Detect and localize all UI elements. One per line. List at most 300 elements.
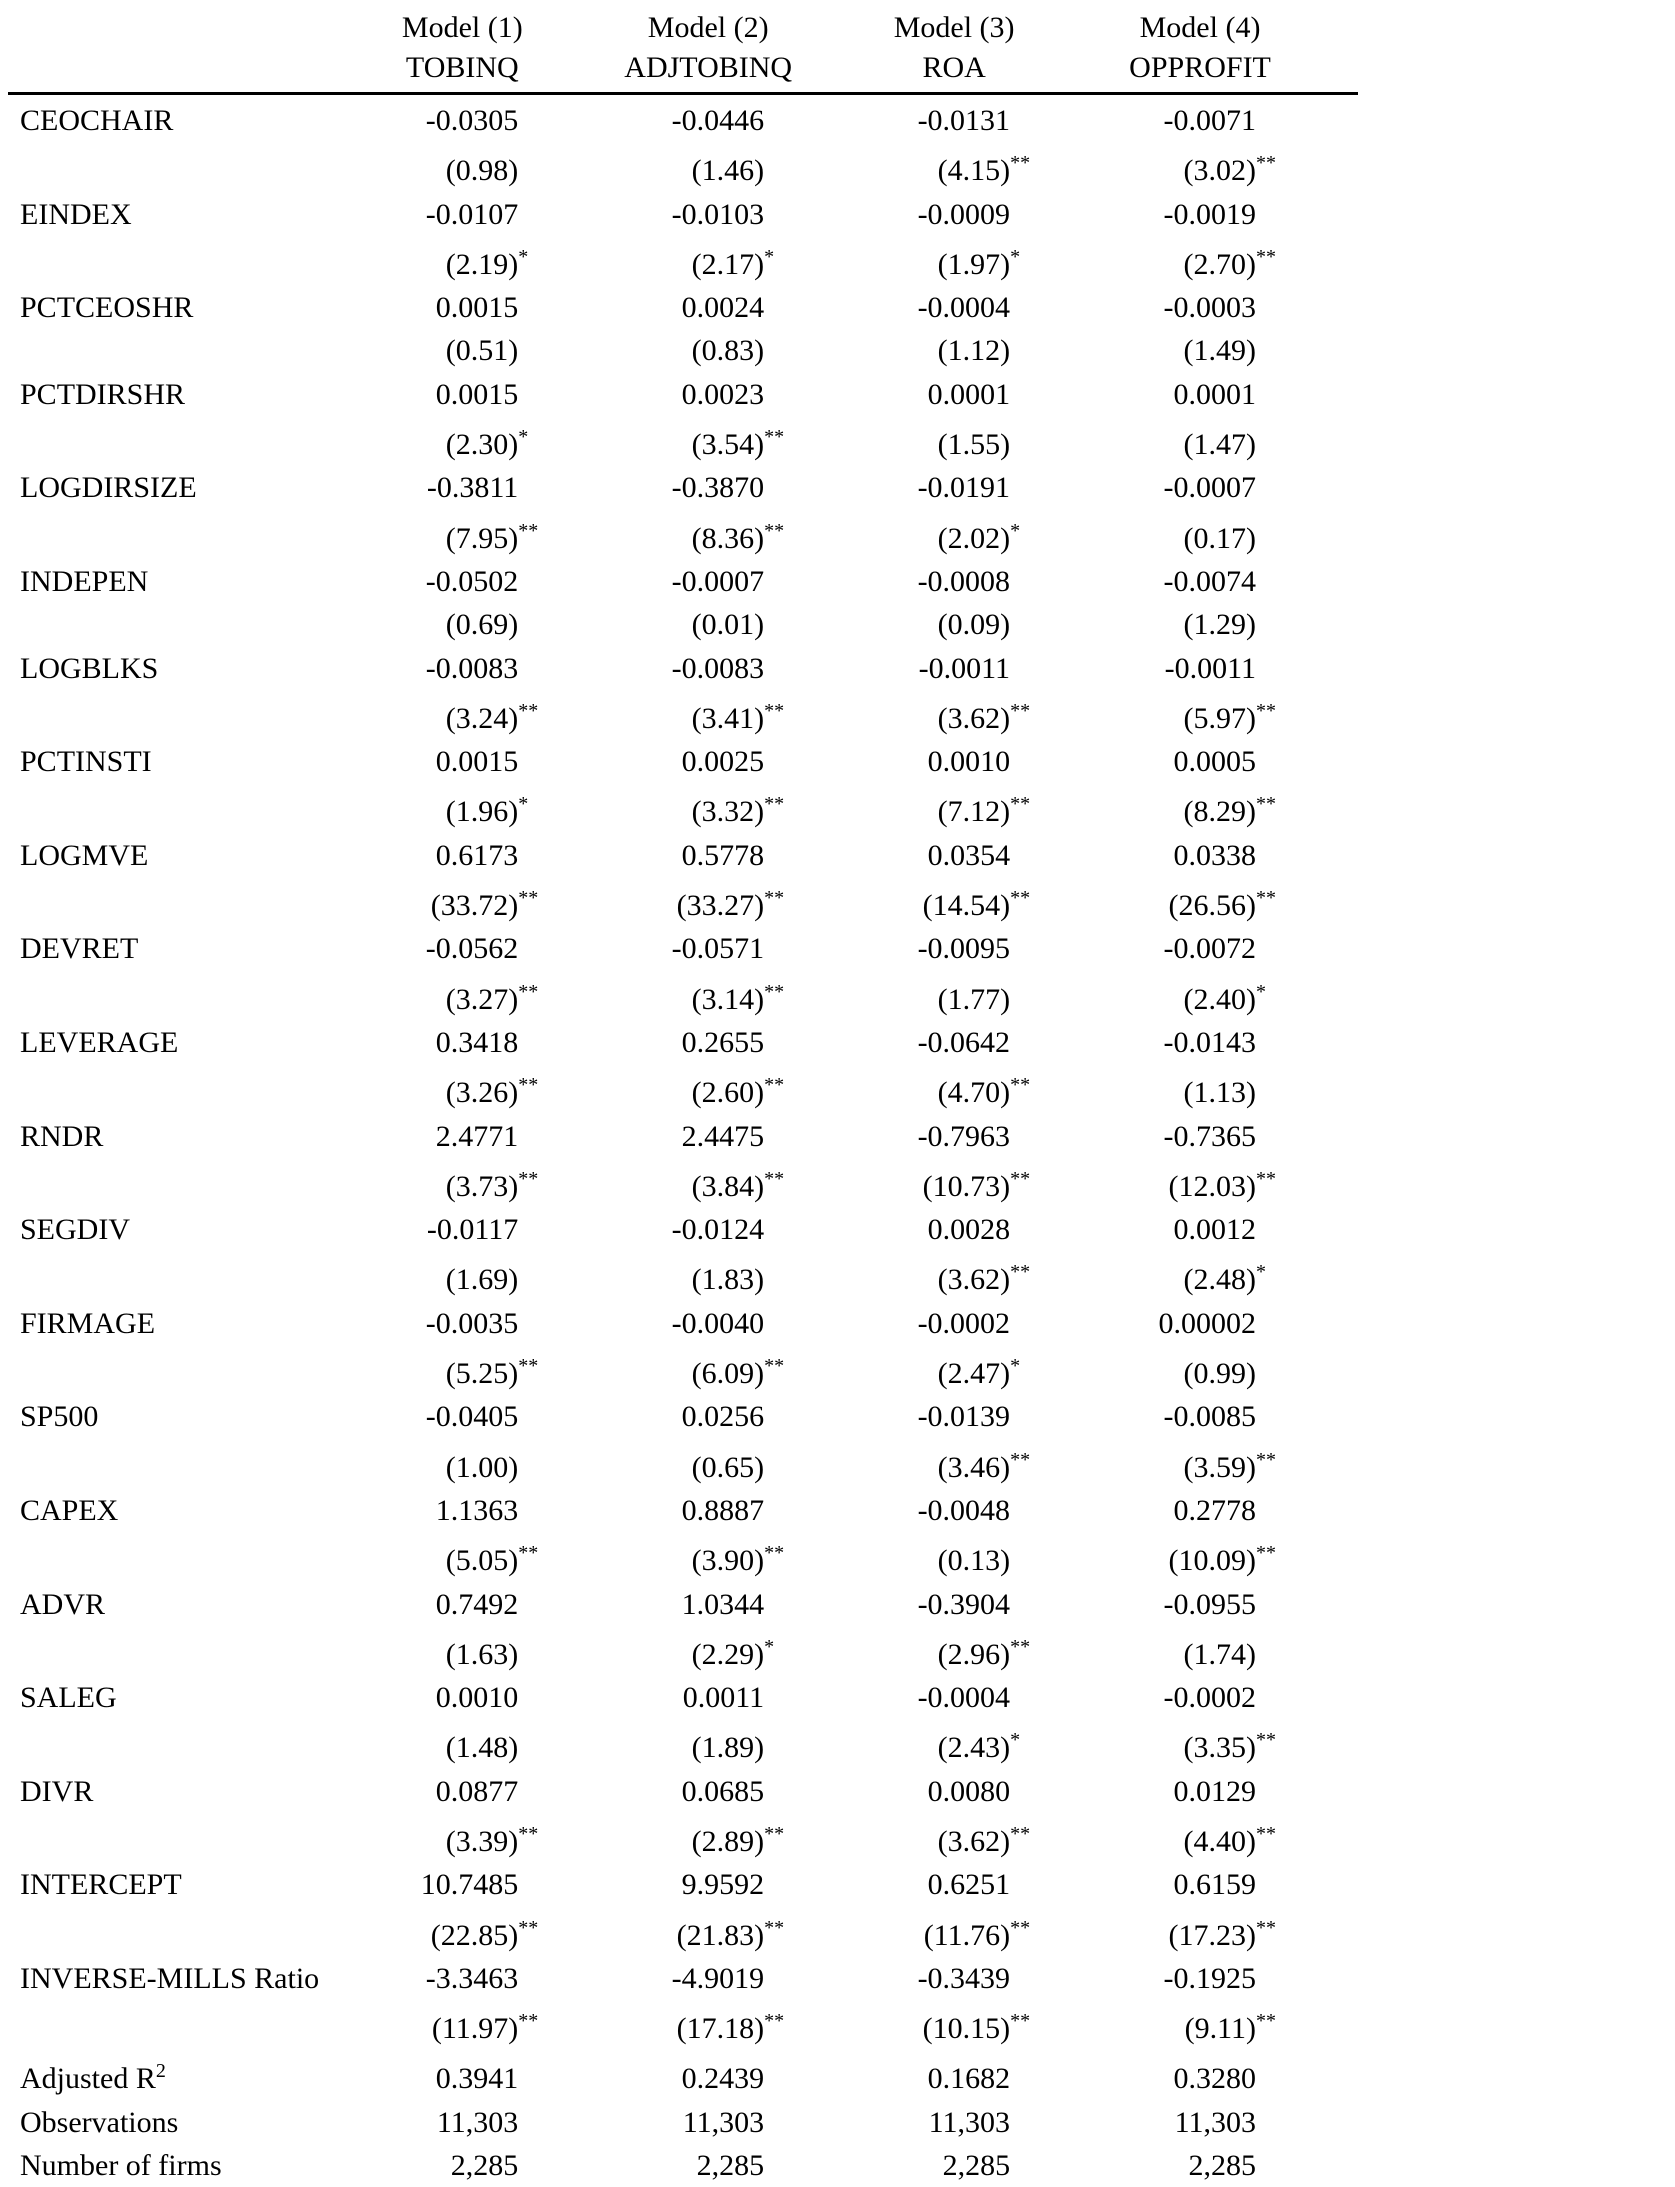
stat-value: 2,285	[374, 2144, 620, 2187]
tstat-text: (3.24)	[446, 702, 518, 735]
tstat-text: (9.11)	[1185, 2012, 1256, 2045]
coefficient-row	[8, 1208, 1358, 1251]
coefficient-value: -0.0502	[374, 560, 620, 603]
coefficient-value: -0.0095	[866, 927, 1112, 970]
stat-value: 0.2439	[620, 2050, 866, 2100]
coefficient-value: 0.0011	[620, 1676, 866, 1719]
coefficient-value: -0.3870	[620, 466, 866, 509]
tstat-text: (4.40)	[1184, 1825, 1256, 1858]
variable-name: INDEPEN	[8, 560, 374, 603]
coefficient-row	[8, 1302, 1358, 1345]
tstat-text: (5.97)	[1184, 702, 1256, 735]
coefficient-value: 0.00002	[1112, 1302, 1358, 1345]
tstat-text: (3.62)	[938, 1263, 1010, 1296]
stat-value: 2,285	[1112, 2144, 1358, 2187]
coefficient-value: -4.9019	[620, 1957, 866, 2000]
tstat-text: (11.97)	[432, 2012, 518, 2045]
tstat-text: (4.70)	[938, 1076, 1010, 1109]
tstat-text: (10.09)	[1169, 1544, 1256, 1577]
tstat-value: (14.54)**	[866, 877, 1112, 927]
coefficient-value: -0.0071	[1112, 94, 1358, 143]
tstat-value: (3.32)**	[620, 783, 866, 833]
coefficient-value: 0.0015	[374, 740, 620, 783]
tstat-row	[8, 877, 1358, 927]
tstat-row	[8, 1439, 1358, 1489]
tstat-value: (3.14)**	[620, 971, 866, 1021]
coefficient-value: 0.6159	[1112, 1863, 1358, 1906]
tstat-text: (0.99)	[1184, 1357, 1256, 1390]
tstat-text: (3.02)	[1184, 154, 1256, 187]
tstat-value: (11.76)**	[866, 1907, 1112, 1957]
coefficient-value: -0.0007	[1112, 466, 1358, 509]
tstat-text: (3.62)	[938, 702, 1010, 735]
coefficient-value: 9.9592	[620, 1863, 866, 1906]
tstat-text: (1.48)	[446, 1731, 518, 1764]
tstat-value: (2.02)*	[866, 510, 1112, 560]
coefficient-row	[8, 1115, 1358, 1158]
tstat-text: (1.55)	[938, 428, 1010, 461]
tstat-text: (0.17)	[1184, 522, 1256, 555]
tstat-row	[8, 783, 1358, 833]
coefficient-row	[8, 834, 1358, 877]
tstat-text: (1.49)	[1184, 334, 1256, 367]
tstat-value	[620, 329, 866, 372]
tstat-text: (22.85)	[431, 1919, 518, 1952]
tstat-value: (3.62)**	[866, 1251, 1112, 1301]
coefficient-value: 0.2655	[620, 1021, 866, 1064]
coefficient-value: 0.0010	[374, 1676, 620, 1719]
tstat-row	[8, 603, 1358, 646]
tstat-value	[620, 1719, 866, 1769]
coefficient-value: 2.4475	[620, 1115, 866, 1158]
coefficient-row	[8, 94, 1358, 143]
empty-cell	[8, 1064, 374, 1114]
empty-cell	[8, 1158, 374, 1208]
tstat-value	[866, 416, 1112, 466]
coefficient-value: -0.0107	[374, 193, 620, 236]
model-4-label: Model (4)	[1140, 9, 1261, 47]
tstat-text: (8.36)	[692, 522, 764, 555]
tstat-value: (2.29)*	[620, 1626, 866, 1676]
coefficient-value: 0.6173	[374, 834, 620, 877]
empty-cell	[8, 1907, 374, 1957]
coefficient-value: -0.0003	[1112, 286, 1358, 329]
coefficient-value: 0.0001	[1112, 373, 1358, 416]
tstat-text: (10.15)	[923, 2012, 1010, 2045]
variable-name: PCTINSTI	[8, 740, 374, 783]
coefficient-value: -0.3904	[866, 1583, 1112, 1626]
empty-cell	[8, 142, 374, 192]
model-number-row	[8, 8, 1358, 48]
coefficient-value: 1.1363	[374, 1489, 620, 1532]
variable-name: LOGBLKS	[8, 647, 374, 690]
coefficient-value: -3.3463	[374, 1957, 620, 2000]
variable-name: LEVERAGE	[8, 1021, 374, 1064]
empty-cell	[8, 1532, 374, 1582]
tstat-text: (3.90)	[692, 1544, 764, 1577]
model-4-dv-cell	[1112, 48, 1358, 94]
tstat-row	[8, 2000, 1358, 2050]
tstat-row	[8, 1345, 1358, 1395]
coefficient-value: -0.0002	[1112, 1676, 1358, 1719]
coefficient-value: 0.0338	[1112, 834, 1358, 877]
tstat-value: (6.09)**	[620, 1345, 866, 1395]
coefficient-value: 0.0023	[620, 373, 866, 416]
coefficient-value: -0.0642	[866, 1021, 1112, 1064]
coefficient-value: -0.0035	[374, 1302, 620, 1345]
tstat-text: (11.76)	[924, 1919, 1010, 1952]
tstat-value: (7.12)**	[866, 783, 1112, 833]
tstat-value: (33.72)**	[374, 877, 620, 927]
coefficient-value: 0.0024	[620, 286, 866, 329]
coefficient-value: -0.0074	[1112, 560, 1358, 603]
tstat-text: (7.12)	[938, 795, 1010, 828]
tstat-row	[8, 1907, 1358, 1957]
summary-stat-row	[8, 2050, 1358, 2100]
coefficient-row	[8, 647, 1358, 690]
stat-value: 11,303	[866, 2101, 1112, 2144]
coefficient-value: -0.0007	[620, 560, 866, 603]
stat-value: 0.3280	[1112, 2050, 1358, 2100]
coefficient-value: 2.4771	[374, 1115, 620, 1158]
tstat-text: (2.30)	[446, 428, 518, 461]
tstat-value: (2.48)*	[1112, 1251, 1358, 1301]
tstat-value: (12.03)**	[1112, 1158, 1358, 1208]
tstat-value: (9.11)**	[1112, 2000, 1358, 2050]
coefficient-row	[8, 1021, 1358, 1064]
empty-cell	[8, 1439, 374, 1489]
tstat-value: (2.43)*	[866, 1719, 1112, 1769]
coefficient-row	[8, 1770, 1358, 1813]
coefficient-value: -0.0004	[866, 1676, 1112, 1719]
coefficient-value: 0.0256	[620, 1395, 866, 1438]
summary-stat-row	[8, 2101, 1358, 2144]
tstat-value	[866, 1532, 1112, 1582]
tstat-text: (26.56)	[1169, 889, 1256, 922]
coefficient-value: -0.0002	[866, 1302, 1112, 1345]
variable-name: INVERSE-MILLS Ratio	[8, 1957, 374, 2000]
tstat-value: (1.97)*	[866, 236, 1112, 286]
coefficient-row	[8, 1676, 1358, 1719]
tstat-value: (3.02)**	[1112, 142, 1358, 192]
coefficient-value: 1.0344	[620, 1583, 866, 1626]
tstat-value: (3.24)**	[374, 690, 620, 740]
tstat-value: (10.09)**	[1112, 1532, 1358, 1582]
tstat-value: (5.05)**	[374, 1532, 620, 1582]
tstat-text: (1.00)	[446, 1451, 518, 1484]
tstat-value: (2.19)*	[374, 236, 620, 286]
variable-name: LOGDIRSIZE	[8, 466, 374, 509]
coefficient-value: 0.6251	[866, 1863, 1112, 1906]
variable-name: FIRMAGE	[8, 1302, 374, 1345]
tstat-value: (3.90)**	[620, 1532, 866, 1582]
tstat-row	[8, 1532, 1358, 1582]
tstat-text: (12.03)	[1169, 1170, 1256, 1203]
tstat-value: (3.62)**	[866, 1813, 1112, 1863]
tstat-value	[866, 971, 1112, 1021]
tstat-value: (10.15)**	[866, 2000, 1112, 2050]
coefficient-row	[8, 1957, 1358, 2000]
coefficient-value: 0.0012	[1112, 1208, 1358, 1251]
tstat-text: (1.97)	[938, 248, 1010, 281]
variable-name: SALEG	[8, 1676, 374, 1719]
coefficient-value: -0.0083	[620, 647, 866, 690]
header-spacer	[8, 48, 374, 94]
tstat-text: (3.84)	[692, 1170, 764, 1203]
table-body	[8, 94, 1358, 2187]
tstat-value	[374, 329, 620, 372]
tstat-value: (21.83)**	[620, 1907, 866, 1957]
tstat-value: (3.62)**	[866, 690, 1112, 740]
tstat-text: (1.83)	[692, 1263, 764, 1296]
tstat-text: (1.29)	[1184, 608, 1256, 641]
tstat-text: (2.70)	[1184, 248, 1256, 281]
tstat-value: (2.30)*	[374, 416, 620, 466]
variable-name: LOGMVE	[8, 834, 374, 877]
coefficient-value: -0.7365	[1112, 1115, 1358, 1158]
stat-value: 11,303	[1112, 2101, 1358, 2144]
tstat-value: (3.73)**	[374, 1158, 620, 1208]
coefficient-row	[8, 286, 1358, 329]
variable-name: SEGDIV	[8, 1208, 374, 1251]
coefficient-row	[8, 740, 1358, 783]
coefficient-value: -0.0011	[866, 647, 1112, 690]
tstat-value: (8.29)**	[1112, 783, 1358, 833]
variable-name: INTERCEPT	[8, 1863, 374, 1906]
tstat-value	[374, 1251, 620, 1301]
empty-cell	[8, 1345, 374, 1395]
tstat-text: (33.27)	[677, 889, 764, 922]
tstat-value: (1.96)*	[374, 783, 620, 833]
tstat-text: (5.25)	[446, 1357, 518, 1390]
tstat-text: (1.77)	[938, 983, 1010, 1016]
tstat-text: (0.69)	[446, 608, 518, 641]
tstat-row	[8, 1158, 1358, 1208]
tstat-value: (17.18)**	[620, 2000, 866, 2050]
empty-cell	[8, 1251, 374, 1301]
tstat-value	[374, 603, 620, 646]
coefficient-value: 0.0005	[1112, 740, 1358, 783]
variable-name: DIVR	[8, 1770, 374, 1813]
model-4-dependent-variable: OPPROFIT	[1129, 49, 1271, 87]
coefficient-value: 0.8887	[620, 1489, 866, 1532]
stat-value: 0.1682	[866, 2050, 1112, 2100]
tstat-text: (6.09)	[692, 1357, 764, 1390]
tstat-text: (0.01)	[692, 608, 764, 641]
model-1-dependent-variable: TOBINQ	[406, 49, 519, 87]
coefficient-row	[8, 1583, 1358, 1626]
tstat-value	[374, 142, 620, 192]
tstat-value: (33.27)**	[620, 877, 866, 927]
tstat-value: (3.26)**	[374, 1064, 620, 1114]
stat-value: 0.3941	[374, 2050, 620, 2100]
tstat-text: (3.54)	[692, 428, 764, 461]
coefficient-value: -0.0040	[620, 1302, 866, 1345]
coefficient-value: -0.0571	[620, 927, 866, 970]
model-3-label: Model (3)	[894, 9, 1015, 47]
tstat-text: (1.47)	[1184, 428, 1256, 461]
coefficient-value: -0.7963	[866, 1115, 1112, 1158]
empty-cell	[8, 416, 374, 466]
coefficient-value: -0.0562	[374, 927, 620, 970]
tstat-value: (22.85)**	[374, 1907, 620, 1957]
tstat-value: (10.73)**	[866, 1158, 1112, 1208]
tstat-row	[8, 510, 1358, 560]
empty-cell	[8, 603, 374, 646]
tstat-value	[1112, 1626, 1358, 1676]
regression-table	[8, 8, 1358, 2187]
tstat-value	[620, 142, 866, 192]
tstat-text: (2.17)	[692, 248, 764, 281]
tstat-value: (4.70)**	[866, 1064, 1112, 1114]
coefficient-row	[8, 927, 1358, 970]
empty-cell	[8, 329, 374, 372]
coefficient-value: 0.0015	[374, 286, 620, 329]
tstat-value	[374, 1439, 620, 1489]
dependent-variable-row	[8, 48, 1358, 94]
tstat-text: (0.09)	[938, 608, 1010, 641]
coefficient-value: -0.0083	[374, 647, 620, 690]
tstat-text: (3.39)	[446, 1825, 518, 1858]
tstat-value: (26.56)**	[1112, 877, 1358, 927]
tstat-text: (0.13)	[938, 1544, 1010, 1577]
coefficient-value: 0.5778	[620, 834, 866, 877]
tstat-value	[1112, 329, 1358, 372]
empty-cell	[8, 783, 374, 833]
tstat-text: (5.05)	[446, 1544, 518, 1577]
tstat-row	[8, 1064, 1358, 1114]
variable-name: SP500	[8, 1395, 374, 1438]
coefficient-value: -0.0072	[1112, 927, 1358, 970]
tstat-value	[1112, 416, 1358, 466]
tstat-row	[8, 690, 1358, 740]
coefficient-value: -0.0405	[374, 1395, 620, 1438]
coefficient-value: -0.0117	[374, 1208, 620, 1251]
coefficient-value: -0.0305	[374, 94, 620, 143]
tstat-text: (1.89)	[692, 1731, 764, 1764]
model-2-label: Model (2)	[648, 9, 769, 47]
coefficient-value: -0.0124	[620, 1208, 866, 1251]
coefficient-value: -0.0019	[1112, 193, 1358, 236]
tstat-text: (3.27)	[446, 983, 518, 1016]
model-1-dv-cell	[374, 48, 620, 94]
model-3-dependent-variable: ROA	[922, 49, 985, 87]
tstat-value: (4.40)**	[1112, 1813, 1358, 1863]
tstat-value: (2.70)**	[1112, 236, 1358, 286]
tstat-value: (8.36)**	[620, 510, 866, 560]
tstat-row	[8, 971, 1358, 1021]
coefficient-value: -0.0048	[866, 1489, 1112, 1532]
coefficient-value: -0.0009	[866, 193, 1112, 236]
tstat-text: (1.12)	[938, 334, 1010, 367]
stat-value: 2,285	[620, 2144, 866, 2187]
tstat-text: (1.13)	[1184, 1076, 1256, 1109]
tstat-value: (3.54)**	[620, 416, 866, 466]
coefficient-value: 0.0028	[866, 1208, 1112, 1251]
tstat-value: (3.46)**	[866, 1439, 1112, 1489]
tstat-text: (3.35)	[1184, 1731, 1256, 1764]
tstat-value: (2.60)**	[620, 1064, 866, 1114]
model-1-header-cell	[374, 8, 620, 48]
model-3-dv-cell	[866, 48, 1112, 94]
tstat-text: (1.63)	[446, 1638, 518, 1671]
tstat-text: (2.02)	[938, 522, 1010, 555]
tstat-row	[8, 236, 1358, 286]
tstat-value: (5.25)**	[374, 1345, 620, 1395]
tstat-row	[8, 1626, 1358, 1676]
tstat-value	[620, 603, 866, 646]
coefficient-value: 0.0354	[866, 834, 1112, 877]
tstat-value: (2.17)*	[620, 236, 866, 286]
tstat-text: (3.41)	[692, 702, 764, 735]
tstat-row	[8, 142, 1358, 192]
tstat-text: (3.73)	[446, 1170, 518, 1203]
tstat-value: (2.40)*	[1112, 971, 1358, 1021]
tstat-value: (2.89)**	[620, 1813, 866, 1863]
table-header	[8, 8, 1358, 94]
tstat-text: (3.26)	[446, 1076, 518, 1109]
tstat-text: (3.46)	[938, 1451, 1010, 1484]
coefficient-value: 0.0129	[1112, 1770, 1358, 1813]
coefficient-value: -0.0085	[1112, 1395, 1358, 1438]
coefficient-value: 0.2778	[1112, 1489, 1358, 1532]
tstat-value: (2.96)**	[866, 1626, 1112, 1676]
superscript-2: 2	[156, 2060, 166, 2082]
coefficient-row	[8, 1489, 1358, 1532]
coefficient-value: -0.3811	[374, 466, 620, 509]
variable-name: CEOCHAIR	[8, 94, 374, 143]
tstat-value: (3.84)**	[620, 1158, 866, 1208]
tstat-text: (4.15)	[938, 154, 1010, 187]
coefficient-value: -0.0004	[866, 286, 1112, 329]
model-2-dependent-variable: ADJTOBINQ	[624, 49, 792, 87]
tstat-text: (2.40)	[1184, 983, 1256, 1016]
stat-value: 11,303	[374, 2101, 620, 2144]
variable-name: EINDEX	[8, 193, 374, 236]
tstat-text: (10.73)	[923, 1170, 1010, 1203]
stat-name: Adjusted $R^2$	[8, 2050, 374, 2100]
tstat-value: (3.41)**	[620, 690, 866, 740]
empty-cell	[8, 1626, 374, 1676]
empty-cell	[8, 1719, 374, 1769]
tstat-text: (0.98)	[446, 154, 518, 187]
stat-name: Observations	[8, 2101, 374, 2144]
tstat-row	[8, 329, 1358, 372]
tstat-text: (0.65)	[692, 1451, 764, 1484]
tstat-value	[620, 1251, 866, 1301]
coefficient-row	[8, 193, 1358, 236]
tstat-value	[1112, 1345, 1358, 1395]
tstat-text: (2.89)	[692, 1825, 764, 1858]
coefficient-row	[8, 373, 1358, 416]
tstat-text: (3.32)	[692, 795, 764, 828]
tstat-text: (3.14)	[692, 983, 764, 1016]
tstat-text: (33.72)	[431, 889, 518, 922]
tstat-text: (1.69)	[446, 1263, 518, 1296]
tstat-text: (17.18)	[677, 2012, 764, 2045]
tstat-value	[1112, 603, 1358, 646]
summary-stat-row	[8, 2144, 1358, 2187]
variable-name: CAPEX	[8, 1489, 374, 1532]
variable-name: DEVRET	[8, 927, 374, 970]
tstat-row	[8, 416, 1358, 466]
tstat-value	[374, 1719, 620, 1769]
coefficient-value: 10.7485	[374, 1863, 620, 1906]
stat-value: 2,285	[866, 2144, 1112, 2187]
empty-cell	[8, 2000, 374, 2050]
tstat-text: (8.29)	[1184, 795, 1256, 828]
empty-cell	[8, 510, 374, 560]
